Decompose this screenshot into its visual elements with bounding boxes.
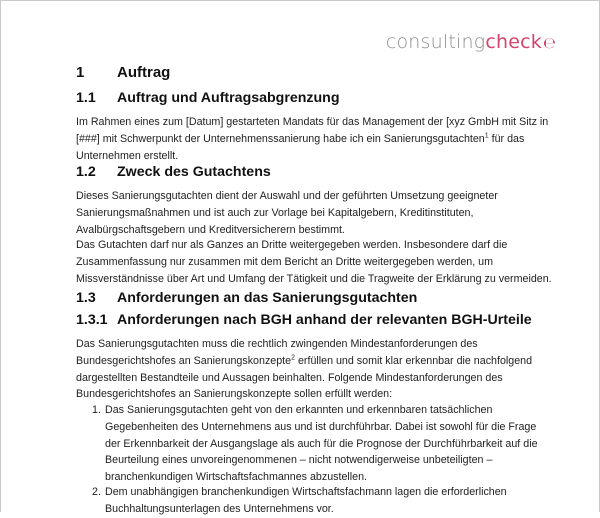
heading-number: 1.3 bbox=[76, 290, 96, 306]
list-text: Dem unabhängigen branchenkundigen Wirtschaftsfachmann lagen die erforderlichen Buchhaltungsunterlagen des Unternehmens vor. bbox=[105, 486, 507, 515]
heading-1 bbox=[76, 64, 170, 81]
heading-1-3 bbox=[76, 290, 417, 306]
heading-number: 1.2 bbox=[76, 164, 96, 180]
logo-mark-icon: ℮ bbox=[542, 34, 556, 52]
list-text: Das Sanierungsgutachten geht von den erkannten und erkennbaren tatsächlichen Gegebenheiten des Unternehmens aus und ist durchführbar. Dabei ist sowohl für die Frage der Erkennbarkeit der Ausgangslage als auch für die Prognose der Durchführbarkeit auf die Beurteilung eines unvoreingenommenen – nicht notwendigerweise unbeteiligten – branchenkundigen Wirtschaftsfachmannes abzustellen. bbox=[105, 404, 538, 484]
heading-title: Auftrag und Auftragsabgrenzung bbox=[117, 90, 340, 106]
heading-title: Anforderungen nach BGH anhand der relevanten BGH-Urteile bbox=[117, 312, 532, 328]
list-number: 2. bbox=[92, 486, 101, 498]
paragraph-purpose: Dieses Sanierungsgutachten dient der Auswahl und der geführten Umsetzung geeigneter Sanierungsmaßnahmen und ist auch zur Vorlage bei Kapitalgebern, Kreditinstituten, Avalbürgschaftsgebern und Kreditversicherern bestimmt. bbox=[76, 190, 498, 236]
heading-number: 1 bbox=[76, 64, 85, 81]
logo-text-consulting: consulting bbox=[385, 31, 486, 53]
paragraph-bgh-requirements: Das Sanierungsgutachten muss die rechtlich zwingenden Mindestanforderungen des Bundesgerichtshofes an Sanierungskonzepte$^2$ erfüllen und somit klar erkennbar die nachfolgend dargestellten Bestandteile und Aussagen beinhalten. Folgende Mindestanforderungen des Bundesgerichtshofes an Sanierungskonzepte sollen erfüllt werden: bbox=[76, 338, 533, 401]
heading-number: 1.3.1 bbox=[76, 312, 108, 328]
heading-number: 1.1 bbox=[76, 90, 96, 106]
heading-1-1 bbox=[76, 90, 340, 106]
footnote-ref: 2 bbox=[291, 354, 295, 362]
paragraph-disclosure: Das Gutachten darf nur als Ganzes an Dritte weitergegeben werden. Insbesondere darf die Zusammenfassung nur zusammen mit dem Bericht an Dritte weitergegeben werden, um Missverständnisse über Art und Umfang der Tätigkeit und die Tragweite der Erklärung zu vermeiden. bbox=[76, 239, 552, 285]
logo-text-check: check bbox=[485, 31, 542, 53]
heading-1-3-1 bbox=[76, 312, 532, 328]
heading-title: Auftrag bbox=[117, 64, 171, 81]
paragraph-mandate: Im Rahmen eines zum [Datum] gestarteten Mandats für das Management der [xyz GmbH mit Sitz in [###] mit Schwerpunkt der Unternehmenssanierung habe ich ein Sanierungsgutachten$^1$ für das Unternehmen erstellt. bbox=[76, 116, 549, 162]
footnote-ref: 1 bbox=[484, 132, 489, 140]
heading-title: Zweck des Gutachtens bbox=[117, 164, 271, 180]
consultingcheck-logo bbox=[386, 33, 556, 52]
heading-1-2 bbox=[76, 164, 271, 180]
heading-title: Anforderungen an das Sanierungsgutachten bbox=[117, 290, 418, 306]
list-number: 1. bbox=[92, 404, 101, 416]
